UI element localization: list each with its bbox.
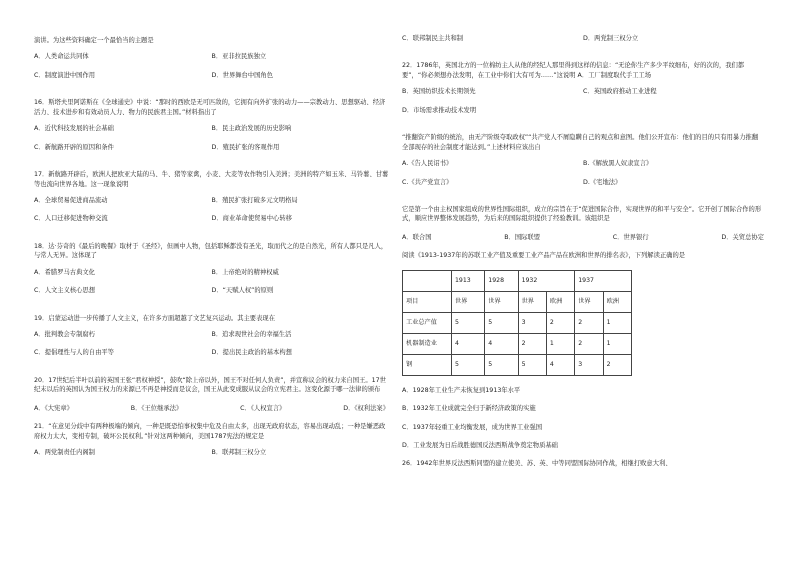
question-15-options	[34, 52, 389, 89]
question-16-stem: 16．斯塔夫里阿诺斯在《全球通史》中说：“那时的西欧是无可匹敌的，它拥有向外扩张的动力——宗教动力、思想驱动、经济活力、技术进步和有效动员人力、物力的民族君主国。”材料指出了	[34, 99, 386, 116]
option: A．人类命运共同体	[34, 53, 89, 61]
option: D．两党制三权分立	[583, 35, 639, 42]
option: C．英国政府推动工业进程	[583, 88, 657, 96]
table-year-cell: 1913	[452, 270, 485, 291]
table-cell: 1	[603, 333, 631, 354]
option: B．1932年工业成就完全归于新经济政策的实施	[402, 405, 536, 413]
question-23-stem: “推翻资产阶级的统治，由无产阶级夺取政权”“共产党人不屑隐瞒自己的观点和意图。他们公开宣布：他们的目的只有用暴力推翻全部现存的社会制度才能达到。”上述材料应该出自	[402, 134, 759, 151]
question-24-options	[402, 233, 764, 242]
question-19-stem: 19．启蒙运动进一步传播了人文主义，在许多方面超越了文艺复兴运动。其主要表现在	[34, 314, 275, 322]
table-cell: 2	[518, 333, 546, 354]
option: D．工业发展为日后战胜德国反法西斯战争奠定物质基础	[402, 442, 558, 449]
table-cell: 3	[575, 354, 603, 375]
question-20-options	[34, 404, 389, 413]
option: C．人文主义核心思想	[34, 287, 96, 295]
question-18-options	[34, 268, 389, 305]
option: A．联合国	[402, 233, 432, 241]
option: D．市场需求推动技术发明	[402, 106, 477, 114]
option: B．殖民扩张打破多元文明格局	[211, 196, 298, 204]
table-cell: 5	[485, 312, 518, 333]
table-subheader-row	[403, 291, 632, 312]
ussr-industry-table	[402, 270, 632, 376]
table-cell: 2	[575, 333, 603, 354]
option: A．批判教会专制腐朽	[34, 331, 95, 338]
table-row	[403, 312, 632, 333]
question-21-stem: 21．“在意见分歧中有两种极端的倾向，一种是既恐怕事权集中危及自由太多，出现无政府状态，容易出现动乱；一种是嫌恶政府权力太大，变相专制，破坏公民权利。”针对这两种倾向，美国1787宪法的规定是	[34, 423, 386, 440]
option: A．1928年工业生产未恢复到1913年水平	[402, 386, 521, 394]
table-subheader-cell: 世界	[575, 291, 603, 312]
table-cell: 2	[603, 354, 631, 375]
table-subheader-cell: 欧洲	[603, 291, 631, 312]
table-subheader-cell: 世界	[485, 291, 518, 312]
table-corner-cell	[403, 270, 452, 291]
table-cell: 1	[546, 333, 574, 354]
question-18-stem: 18．达·芬奇的《最后的晚餐》取材于《圣经》，但画中人物，包括耶稣都没有圣光，取而代之的是自然光，所有人都只是凡人，与常人无异。这体现了	[34, 242, 388, 260]
table-header-row	[403, 270, 632, 291]
option: B．亚非拉民族独立	[211, 53, 267, 61]
option: C.《共产党宣言》	[402, 178, 453, 186]
question-26-stem: 26．1942年世界反法西斯同盟的建立使美、苏、英、中等同盟国际协同作战，相继打败意大利、	[402, 460, 672, 468]
question-20-stem: 20．17世纪后半叶以前的英国王张“君权神授”，鼓吹“除上帝以外，国王不对任何人负责”，并宣称议会的权力来自国王。17世纪末以后的英国认为国王权力的来源已不再是神授而是议会，国王从此变成服从议会的立宪君主。这变化源于哪一法律的颁布	[34, 376, 386, 394]
table-subheader-label: 项目	[403, 291, 452, 312]
option: D．“天赋人权”的原则	[211, 287, 274, 295]
question-21-options	[34, 448, 389, 466]
table-cell: 4	[452, 333, 485, 354]
question-17-stem: 17．新航路开辟后，欧洲人把欧亚大陆的马、牛、猪等家禽，小麦、大麦等农作物引入美洲；美洲的特产如玉米、马铃薯、甘薯等也流向世界各地。这一现象说明	[34, 171, 389, 188]
table-subheader-cell: 世界	[452, 291, 485, 312]
option: C．制度演进中国作用	[34, 71, 96, 79]
option: A．两党制责任内阁制	[34, 449, 95, 457]
option: D．提出民主政治的基本构想	[211, 349, 292, 357]
option: C．提倡理性与人的自由平等	[34, 349, 114, 357]
option: A．全球贸易促进商品流动	[34, 196, 108, 204]
table-row-label: 工业总产值	[403, 312, 452, 333]
table-row	[403, 354, 632, 375]
option: B．国际联盟	[504, 233, 541, 241]
table-cell: 3	[518, 312, 546, 333]
table-row-label: 机器制造业	[403, 333, 452, 354]
table-cell: 5	[452, 354, 485, 375]
question-22-options	[402, 87, 764, 124]
table-cell: 5	[485, 354, 518, 375]
option: C．联邦制民主共和制	[402, 35, 464, 42]
option: D．商业革命使贸易中心转移	[211, 215, 292, 223]
option: B．英国纺织技术长期领先	[402, 88, 476, 96]
right-column	[402, 36, 764, 478]
option: D．世界舞台中国角色	[211, 71, 274, 79]
question-21-options-cont	[402, 34, 764, 52]
option: B．民主政治发展的历史影响	[211, 125, 292, 133]
option: B．《王位继承法》	[130, 404, 183, 412]
table-cell: 2	[546, 312, 574, 333]
table-cell: 1	[603, 312, 631, 333]
option: D．《权利法案》	[343, 404, 389, 412]
table-cell: 5	[452, 312, 485, 333]
option: C．《人权宣言》	[240, 404, 286, 412]
question-15-tail: 演讲。为这些资料确定一个最恰当的主题是	[34, 37, 154, 44]
option: A.《告人民诏书》	[402, 160, 453, 168]
option: C．新航路开辟的原因和条件	[34, 143, 114, 151]
table-year-cell: 1928	[485, 270, 518, 291]
question-17-options	[34, 196, 389, 233]
question-22-stem: 22．1786年，英国北方的一位棉纺主人从他的经纪人那里得到这样的信息：“无论你生产多少平纹细布，好的次的，我们都要”，“你必须想办法发明，在工业中你们大有可为……”这说明 A．工厂制度取代手工工场	[402, 62, 745, 79]
option: A．近代科技发展的社会基础	[34, 125, 114, 133]
table-row	[403, 333, 632, 354]
table-cell: 5	[518, 354, 546, 375]
option: B．追求现世社会的幸福生活	[211, 331, 292, 338]
table-subheader-cell: 世界	[518, 291, 546, 312]
option: D．殖民扩张的客观作用	[211, 143, 280, 151]
question-24-stem: 它是第一个由主权国家组成的世界性国际组织，成立的宗旨在于“促进国际合作，实现世界的和平与安全”。它开创了国际合作的形式，顺应世界整体发展趋势，为后来的国际组织提供了经验教训。该组织是	[402, 205, 762, 223]
table-cell: 4	[485, 333, 518, 354]
table-year-cell: 1937	[575, 270, 632, 291]
option: B．联邦制三权分立	[211, 449, 267, 457]
option: B．上帝绝对的精神权威	[211, 268, 279, 276]
option: D．关贸总协定	[721, 233, 764, 241]
table-year-cell: 1932	[518, 270, 575, 291]
option: C．人口迁移促进物种交流	[34, 215, 108, 223]
option: D.《宅地法》	[583, 178, 622, 186]
question-16-options	[34, 124, 389, 161]
question-25-stem: 阅读《1913-1937年的苏联工业产值及重要工业产品产品在欧洲和世界的排名表》，下列解读正确的是	[402, 252, 686, 260]
question-23-options	[402, 159, 764, 196]
option: C．世界银行	[612, 233, 649, 241]
option: A．《大宪章》	[34, 404, 73, 412]
table-subheader-cell: 欧洲	[546, 291, 574, 312]
option: B.《解放黑人奴隶宣言》	[583, 160, 653, 168]
table-cell: 4	[546, 354, 574, 375]
question-25-options	[402, 386, 764, 451]
left-column	[34, 36, 389, 476]
question-19-options	[34, 330, 389, 367]
option: A．希腊罗马古典文化	[34, 268, 95, 276]
table-row-label: 钢	[403, 354, 452, 375]
option: C．1937年轻重工业均衡发展，成为世界工业强国	[402, 423, 543, 431]
table-cell: 2	[575, 312, 603, 333]
